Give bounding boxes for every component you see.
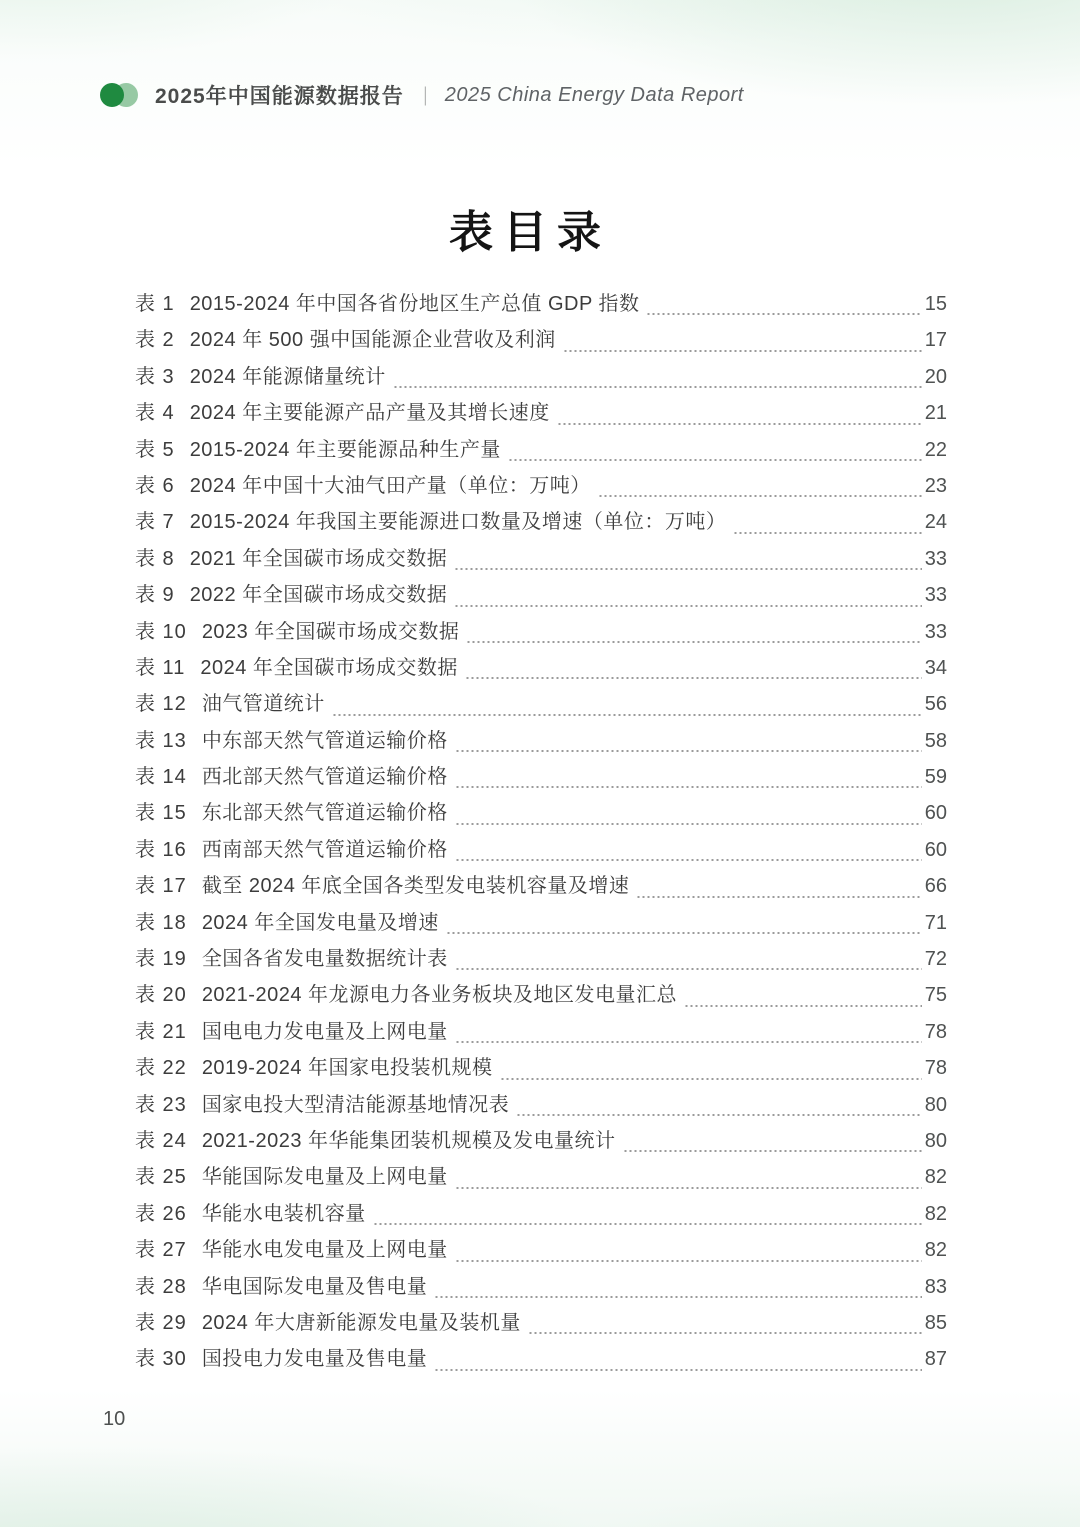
toc-entry-label: 表 20 bbox=[135, 984, 187, 1007]
toc-entry-page: 80 bbox=[924, 1093, 947, 1116]
toc-entry-title: 2022 年全国碳市场成交数据 bbox=[189, 584, 448, 607]
toc-entry-page: 34 bbox=[924, 656, 947, 679]
toc-entry-page: 66 bbox=[924, 875, 947, 898]
toc-entry-label: 表 2 bbox=[135, 329, 175, 352]
toc-entry-title: 国投电力发电量及售电量 bbox=[201, 1348, 428, 1371]
toc-entry[interactable] bbox=[135, 687, 947, 723]
toc-entry-label: 表 27 bbox=[135, 1239, 187, 1262]
toc-entry-page: 82 bbox=[924, 1239, 947, 1262]
toc-entry-label: 表 9 bbox=[135, 584, 175, 607]
toc-leader-dots bbox=[500, 1076, 922, 1081]
toc-entry[interactable] bbox=[135, 1015, 947, 1051]
toc-entry-title: 截至 2024 年底全国各类型发电装机容量及增速 bbox=[201, 875, 630, 898]
toc-entry-label: 表 1 bbox=[135, 293, 175, 315]
toc-entry-page: 87 bbox=[924, 1348, 947, 1371]
toc-leader-dots bbox=[455, 1258, 922, 1263]
toc-list bbox=[135, 287, 947, 1379]
toc-leader-dots bbox=[557, 421, 922, 426]
toc-entry-page: 82 bbox=[924, 1202, 947, 1225]
toc-entry-label: 表 19 bbox=[135, 948, 187, 971]
toc-entry[interactable] bbox=[135, 1124, 947, 1160]
toc-entry-label: 表 17 bbox=[135, 875, 187, 898]
toc-entry[interactable] bbox=[135, 1160, 947, 1196]
toc-entry[interactable] bbox=[135, 1342, 947, 1378]
toc-entry-label: 表 23 bbox=[135, 1093, 187, 1116]
toc-entry[interactable] bbox=[135, 1051, 947, 1087]
toc-entry[interactable] bbox=[135, 287, 947, 323]
toc-entry-page: 33 bbox=[924, 584, 947, 607]
toc-leader-dots bbox=[455, 784, 922, 789]
toc-entry-label: 表 26 bbox=[135, 1202, 187, 1225]
toc-entry-page: 59 bbox=[924, 766, 947, 789]
toc-leader-dots bbox=[455, 966, 922, 971]
toc-entry-page: 56 bbox=[924, 693, 947, 716]
toc-entry-label: 表 21 bbox=[135, 1020, 187, 1043]
toc-entry-title: 华能水电发电量及上网电量 bbox=[201, 1239, 448, 1262]
toc-entry[interactable] bbox=[135, 1197, 947, 1233]
toc-entry-label: 表 18 bbox=[135, 911, 187, 934]
toc-entry-page: 71 bbox=[924, 911, 947, 934]
toc-entry-title: 2024 年能源储量统计 bbox=[189, 365, 386, 388]
toc-leader-dots bbox=[528, 1330, 922, 1335]
toc-entry-label: 表 24 bbox=[135, 1129, 187, 1152]
toc-leader-dots bbox=[646, 311, 921, 316]
toc-entry-page: 80 bbox=[924, 1129, 947, 1152]
toc-leader-dots bbox=[446, 930, 922, 935]
toc-entry-label: 表 30 bbox=[135, 1348, 187, 1371]
toc-entry-page: 21 bbox=[924, 402, 947, 425]
toc-entry-title: 2023 年全国碳市场成交数据 bbox=[201, 620, 460, 643]
toc-leader-dots bbox=[455, 821, 922, 826]
toc-entry-label: 表 16 bbox=[135, 838, 187, 861]
toc-entry-label: 表 4 bbox=[135, 402, 175, 425]
toc-leader-dots bbox=[733, 530, 921, 535]
toc-entry-title: 2024 年主要能源产品产量及其增长速度 bbox=[189, 402, 550, 425]
toc-leader-dots bbox=[466, 639, 921, 644]
toc-entry-page: 23 bbox=[924, 474, 947, 497]
toc-entry-title: 油气管道统计 bbox=[201, 693, 325, 716]
toc-leader-dots bbox=[373, 1221, 922, 1226]
toc-leader-dots bbox=[455, 748, 922, 753]
toc-entry-page: 60 bbox=[924, 802, 947, 825]
toc-entry-title: 华电国际发电量及售电量 bbox=[201, 1275, 428, 1298]
toc-entry[interactable] bbox=[135, 760, 947, 796]
toc-entry-label: 表 12 bbox=[135, 693, 187, 716]
toc-entry-page: 85 bbox=[924, 1311, 947, 1334]
toc-entry-title: 国家电投大型清洁能源基地情况表 bbox=[201, 1093, 510, 1116]
toc-leader-dots bbox=[623, 1148, 922, 1153]
toc-entry-page: 15 bbox=[924, 293, 947, 315]
toc-leader-dots bbox=[465, 675, 922, 680]
toc-entry-label: 表 15 bbox=[135, 802, 187, 825]
toc-entry[interactable] bbox=[135, 542, 947, 578]
toc-leader-dots bbox=[508, 457, 922, 462]
toc-entry-title: 2021-2024 年龙源电力各业务板块及地区发电量汇总 bbox=[201, 984, 678, 1007]
toc-entry-title: 华能国际发电量及上网电量 bbox=[201, 1166, 448, 1189]
toc-entry-title: 2024 年全国发电量及增速 bbox=[201, 911, 439, 934]
toc-entry-label: 表 10 bbox=[135, 620, 187, 643]
toc-entry-page: 78 bbox=[924, 1057, 947, 1080]
toc-entry-label: 表 29 bbox=[135, 1311, 187, 1334]
toc-entry[interactable] bbox=[135, 869, 947, 905]
toc-entry[interactable] bbox=[135, 323, 947, 359]
toc-entry-label: 表 25 bbox=[135, 1166, 187, 1189]
toc-entry-title: 国电电力发电量及上网电量 bbox=[201, 1020, 448, 1043]
toc-entry[interactable] bbox=[135, 1233, 947, 1269]
toc-entry-page: 78 bbox=[924, 1020, 947, 1043]
toc-entry[interactable] bbox=[135, 578, 947, 614]
toc-entry-label: 表 11 bbox=[135, 656, 186, 679]
toc-leader-dots bbox=[598, 493, 922, 498]
toc-entry-page: 22 bbox=[924, 438, 947, 461]
brand-logo-circles-icon bbox=[100, 83, 138, 107]
toc-entry-label: 表 5 bbox=[135, 438, 175, 461]
toc-leader-dots bbox=[636, 894, 921, 899]
toc-entry-page: 20 bbox=[924, 365, 947, 388]
toc-heading: 表目录 bbox=[449, 208, 611, 257]
toc-entry-title: 2021 年全国碳市场成交数据 bbox=[189, 547, 448, 570]
toc-entry-title: 华能水电装机容量 bbox=[201, 1202, 366, 1225]
toc-entry[interactable] bbox=[135, 433, 947, 469]
toc-leader-dots bbox=[434, 1367, 921, 1372]
toc-entry-title: 2015-2024 年主要能源品种生产量 bbox=[189, 438, 501, 461]
toc-leader-dots bbox=[393, 384, 922, 389]
toc-entry-title: 2021-2023 年华能集团装机规模及发电量统计 bbox=[201, 1129, 616, 1152]
toc-entry-label: 表 14 bbox=[135, 766, 187, 789]
toc-leader-dots bbox=[684, 1003, 922, 1008]
toc-entry-page: 24 bbox=[924, 511, 947, 534]
toc-entry[interactable] bbox=[135, 906, 947, 942]
toc-entry[interactable] bbox=[135, 833, 947, 869]
report-header bbox=[100, 80, 744, 110]
toc-leader-dots bbox=[455, 857, 922, 862]
toc-entry-label: 表 28 bbox=[135, 1275, 187, 1298]
toc-entry-page: 60 bbox=[924, 838, 947, 861]
toc-entry-label: 表 8 bbox=[135, 547, 175, 570]
toc-entry[interactable] bbox=[135, 1306, 947, 1342]
toc-entry[interactable] bbox=[135, 615, 947, 651]
toc-entry-title: 中东部天然气管道运输价格 bbox=[201, 729, 448, 752]
toc-entry-label: 表 7 bbox=[135, 511, 175, 534]
toc-entry-page: 58 bbox=[924, 729, 947, 752]
toc-leader-dots bbox=[434, 1294, 921, 1299]
toc-entry[interactable] bbox=[135, 942, 947, 978]
toc-entry-label: 表 6 bbox=[135, 474, 175, 497]
toc-entry-page: 75 bbox=[924, 984, 947, 1007]
toc-entry-label: 表 13 bbox=[135, 729, 187, 752]
toc-leader-dots bbox=[563, 348, 922, 353]
toc-entry[interactable] bbox=[135, 505, 947, 541]
toc-entry-title: 2019-2024 年国家电投装机规模 bbox=[201, 1057, 493, 1080]
toc-entry[interactable] bbox=[135, 724, 947, 760]
toc-leader-dots bbox=[454, 566, 922, 571]
toc-leader-dots bbox=[455, 1039, 922, 1044]
toc-entry[interactable] bbox=[135, 651, 947, 687]
header-separator: ｜ bbox=[415, 86, 435, 108]
toc-entry-page: 83 bbox=[924, 1275, 947, 1298]
toc-entry-title: 2024 年中国十大油气田产量（单位：万吨） bbox=[189, 474, 591, 497]
report-title-zh: 2025年中国能源数据报告 bbox=[155, 85, 404, 108]
toc-entry-label: 表 22 bbox=[135, 1057, 187, 1080]
toc-entry-page: 72 bbox=[924, 948, 947, 971]
toc-entry-title: 2024 年大唐新能源发电量及装机量 bbox=[201, 1311, 521, 1334]
toc-entry-title: 2024 年 500 强中国能源企业营收及利润 bbox=[189, 329, 556, 352]
toc-leader-dots bbox=[454, 603, 922, 608]
toc-entry-title: 东北部天然气管道运输价格 bbox=[201, 802, 448, 825]
toc-leader-dots bbox=[455, 1185, 922, 1190]
toc-entry-page: 33 bbox=[924, 547, 947, 570]
toc-entry[interactable] bbox=[135, 796, 947, 832]
toc-entry-title: 2024 年全国碳市场成交数据 bbox=[200, 656, 458, 679]
toc-leader-dots bbox=[332, 712, 922, 717]
toc-entry-title: 西北部天然气管道运输价格 bbox=[201, 766, 448, 789]
toc-entry-page: 82 bbox=[924, 1166, 947, 1189]
toc-entry[interactable] bbox=[135, 978, 947, 1014]
toc-entry-title: 2015-2024 年中国各省份地区生产总值 GDP 指数 bbox=[189, 293, 640, 315]
toc-entry[interactable] bbox=[135, 469, 947, 505]
toc-entry-page: 17 bbox=[924, 329, 947, 352]
logo-dark-circle bbox=[100, 83, 124, 107]
toc-entry-page: 33 bbox=[924, 620, 947, 643]
toc-entry-title: 全国各省发电量数据统计表 bbox=[201, 948, 448, 971]
toc-entry[interactable] bbox=[135, 396, 947, 432]
toc-entry-label: 表 3 bbox=[135, 365, 175, 388]
toc-entry[interactable] bbox=[135, 1270, 947, 1306]
report-title-en: 2025 China Energy Data Report bbox=[444, 83, 744, 106]
toc-entry-title: 西南部天然气管道运输价格 bbox=[201, 838, 448, 861]
toc-entry[interactable] bbox=[135, 1088, 947, 1124]
page-number: 10 bbox=[103, 1408, 126, 1430]
toc-leader-dots bbox=[516, 1112, 921, 1117]
toc-entry-title: 2015-2024 年我国主要能源进口数量及增速（单位：万吨） bbox=[189, 511, 727, 534]
toc-entry[interactable] bbox=[135, 360, 947, 396]
